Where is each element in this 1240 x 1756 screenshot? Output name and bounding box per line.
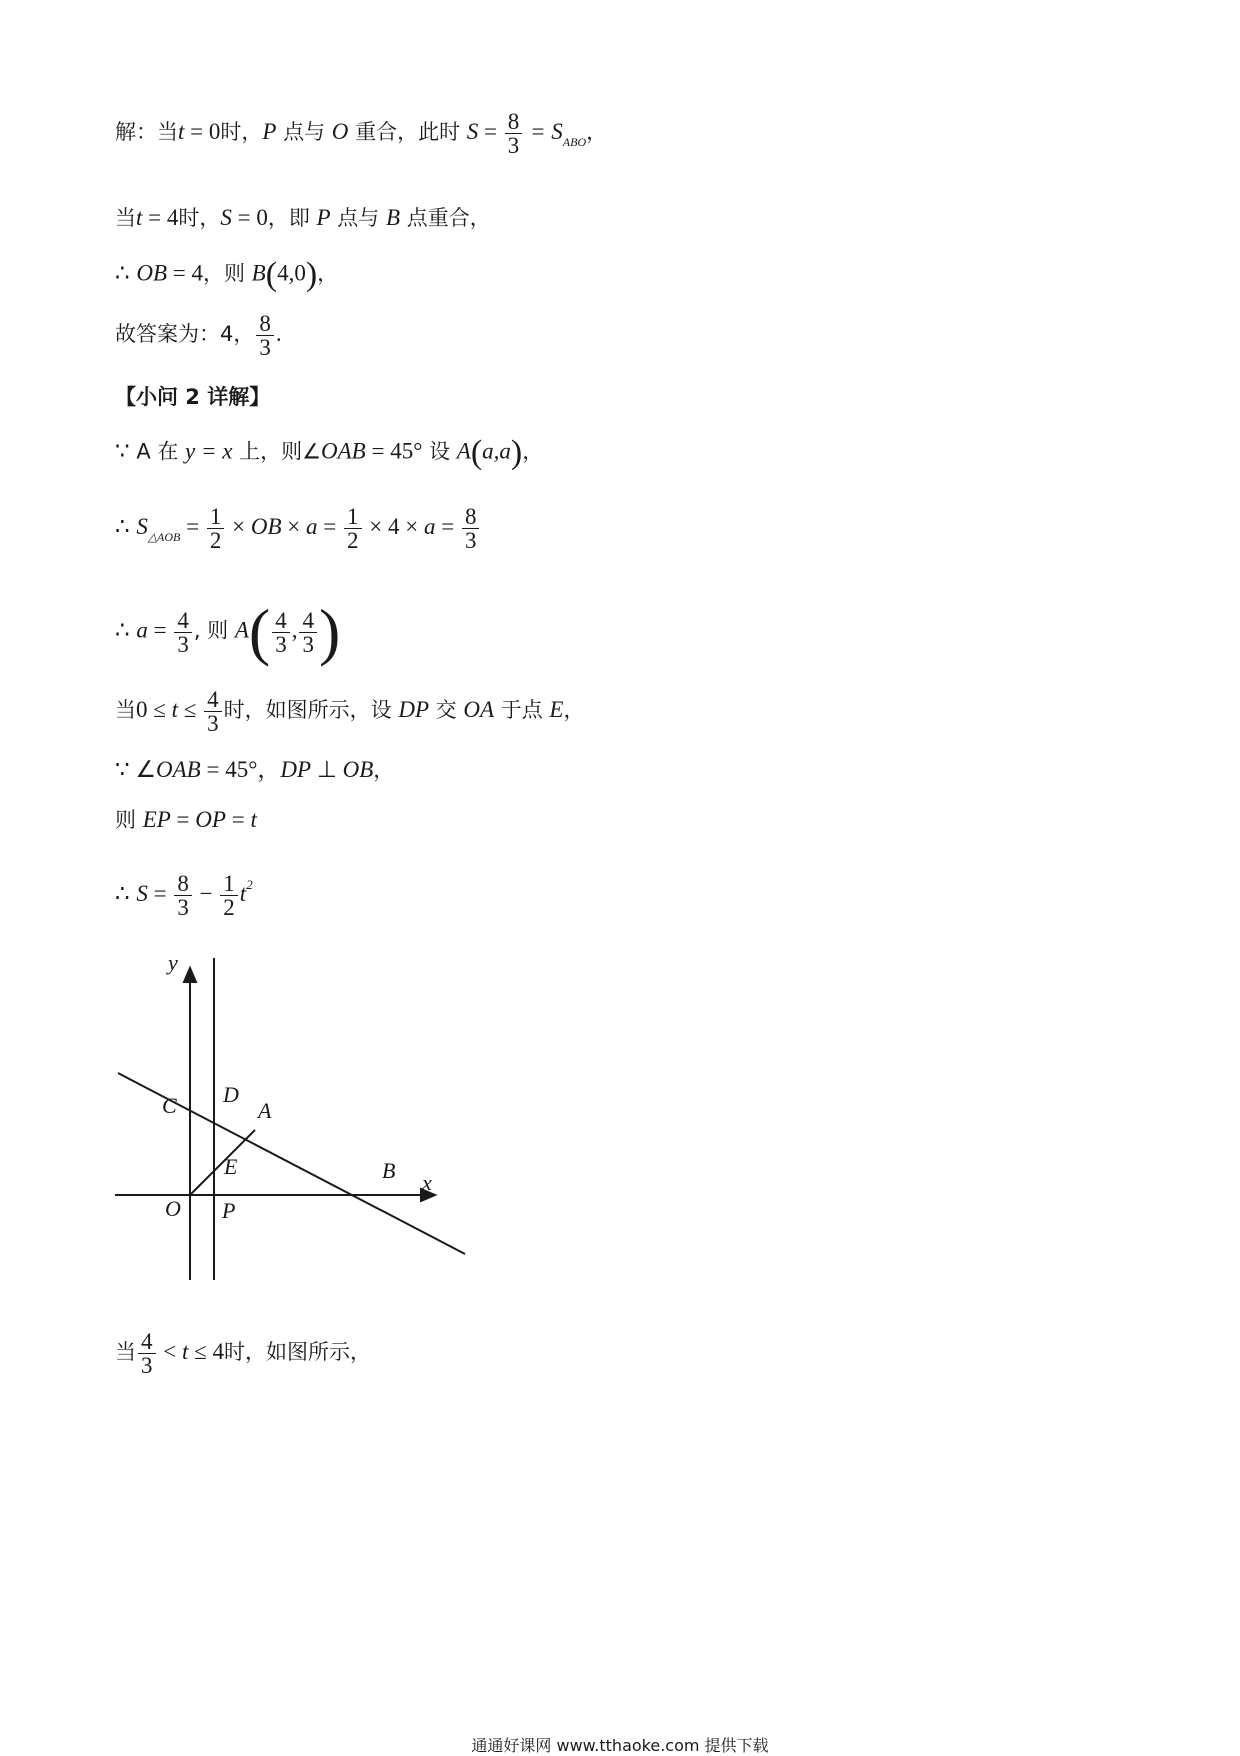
punct: ， [522, 439, 544, 464]
point-b: B [251, 260, 266, 286]
text: 当 [115, 206, 136, 230]
var-a: a [306, 514, 318, 539]
label-d: D [223, 1082, 239, 1107]
fraction [272, 609, 290, 656]
segment-oa [190, 1130, 255, 1195]
label-p: P [222, 1198, 236, 1223]
section-heading [115, 386, 270, 408]
subscript: ABO [562, 135, 587, 149]
denominator: 2 [207, 528, 225, 552]
var-s: S [136, 881, 148, 906]
text: , 则 [193, 618, 235, 643]
ineq: ≤ [178, 697, 203, 722]
degrees: = 45° [365, 438, 423, 464]
therefore-symbol: ∴ [115, 617, 130, 643]
therefore-symbol: ∴ [115, 260, 130, 286]
denominator: 3 [174, 632, 192, 656]
segment-op: OP [195, 807, 226, 832]
punct: ， [317, 261, 339, 286]
fraction [505, 110, 523, 157]
paren: ) [305, 256, 318, 293]
text: 设 [422, 439, 457, 464]
segment-ep: EP [142, 807, 171, 832]
solution-line-4 [115, 312, 282, 359]
solution-line-11 [115, 808, 257, 831]
times: × 4 × [363, 514, 424, 539]
text: ，即 [267, 206, 317, 230]
denominator: 2 [344, 528, 362, 552]
answer-text: 故答案为：4， [115, 322, 255, 346]
solution-line-8 [115, 596, 341, 667]
eq: = [225, 807, 251, 832]
eq: = [435, 514, 460, 539]
numerator: 4 [275, 607, 287, 633]
segment-ob: OB [136, 260, 167, 286]
ineq: 0 ≤ [136, 697, 172, 722]
solution-line-3 [115, 258, 338, 292]
denominator: 3 [138, 1353, 156, 1377]
denominator: 3 [462, 528, 480, 552]
denominator: 3 [204, 711, 222, 735]
numerator: 1 [347, 504, 359, 529]
paren: ) [510, 434, 523, 471]
solution-line-6 [115, 436, 543, 470]
degrees: = 45°， [200, 757, 281, 782]
comma: , [291, 617, 298, 643]
therefore-symbol: ∴ [115, 514, 130, 539]
ineq: < [157, 1339, 182, 1364]
label-y: y [168, 950, 178, 975]
var-a: a [423, 514, 436, 539]
label-c: C [162, 1093, 177, 1118]
paren: ( [265, 256, 278, 293]
denominator: 3 [174, 895, 192, 919]
coords: 4,0 [277, 260, 306, 286]
text: 时，如图所示， [224, 1340, 371, 1364]
var-t: t [239, 881, 247, 906]
eq: = [180, 514, 205, 539]
footer-text: 通通好课网 www.tthaoke.com 提供下载 [471, 1736, 769, 1755]
text: 上，则∠ [232, 439, 321, 464]
fraction [256, 312, 274, 359]
var-s: S [220, 205, 232, 230]
punct: ， [586, 120, 608, 144]
subscript: △AOB [147, 530, 181, 544]
segment-ob: OB [250, 514, 282, 539]
point-a: A [234, 617, 249, 643]
numerator: 8 [464, 504, 477, 529]
numerator: 8 [177, 871, 189, 896]
solution-line-13 [115, 1330, 371, 1377]
numerator: 4 [177, 607, 189, 633]
text: 时， [220, 120, 263, 144]
page-footer [0, 1733, 1240, 1756]
fraction [204, 688, 222, 735]
var-p: P [262, 119, 277, 144]
text: 则 [115, 808, 143, 832]
var-t: t [136, 205, 143, 230]
fraction [344, 505, 362, 552]
segment-dp: DP [398, 697, 429, 722]
point-e: E [549, 697, 564, 722]
fraction [299, 609, 317, 656]
label-x: x [422, 1170, 432, 1195]
solution-line-2 [115, 206, 491, 229]
text: 解：当 [115, 120, 178, 144]
numerator: 8 [259, 311, 271, 336]
angle: OAB [156, 757, 201, 782]
equation: y = x [185, 438, 233, 464]
eq: = [147, 617, 173, 643]
text: 重合，此时 [348, 120, 467, 144]
numerator: 4 [207, 687, 219, 712]
label-o: O [165, 1196, 181, 1221]
solution-line-7 [115, 505, 481, 552]
var-t: t [181, 1339, 189, 1364]
var-s: S [466, 119, 479, 144]
coordinate-figure [110, 950, 480, 1290]
fraction [207, 505, 225, 552]
y-axis-arrow [184, 968, 196, 982]
eq: = 0 [231, 205, 268, 230]
eq: = S [524, 119, 563, 144]
text: A 在 [129, 439, 186, 464]
label-e: E [224, 1154, 238, 1179]
text: 当 [115, 1340, 136, 1364]
eq: = 0 [184, 119, 221, 144]
segment-oa: OA [463, 697, 495, 722]
denominator: 3 [299, 632, 317, 656]
numerator: 4 [302, 607, 314, 633]
eq: = [317, 514, 342, 539]
var-t: t [178, 119, 185, 144]
therefore-symbol: ∴ [115, 881, 130, 906]
fraction [462, 505, 480, 552]
punct: ， [563, 698, 585, 722]
because-symbol: ∵ ∠ [115, 757, 157, 782]
text: 点重合， [400, 206, 491, 230]
solution-line-12 [115, 872, 253, 919]
text: 当 [115, 698, 136, 722]
solution-line-9 [115, 688, 584, 735]
text: 于点 [494, 698, 550, 722]
numerator: 8 [507, 109, 520, 134]
text: 时，如图所示，设 [223, 698, 399, 722]
fraction [220, 872, 238, 919]
coords: a,a [482, 438, 511, 464]
denominator: 3 [256, 335, 274, 359]
perp: ⊥ [311, 757, 343, 782]
var-b: B [385, 205, 401, 230]
exponent: 2 [246, 877, 253, 892]
numerator: 1 [223, 871, 235, 896]
fraction [174, 872, 192, 919]
text: 交 [429, 698, 464, 722]
eq: = 4 [142, 205, 179, 230]
text: 点与 [330, 206, 386, 230]
label-a: A [258, 1098, 272, 1123]
minus: − [193, 881, 219, 906]
heading-text: 【小问 2 详解】 [115, 385, 271, 409]
denominator: 3 [505, 133, 523, 157]
segment-dp: DP [280, 757, 312, 782]
var-s: S [136, 514, 148, 539]
eq: = [147, 881, 173, 906]
times: × [281, 514, 307, 539]
text: ，则 [202, 261, 252, 286]
numerator: 4 [141, 1329, 153, 1354]
segment-ob: OB [342, 757, 374, 782]
var-a: a [136, 617, 148, 643]
because-symbol: ∵ [115, 438, 130, 464]
text: 时， [178, 206, 221, 230]
ineq: ≤ 4 [188, 1339, 224, 1364]
angle: OAB [321, 438, 366, 464]
var-t: t [171, 697, 179, 722]
paren: ( [470, 434, 483, 471]
fraction [138, 1330, 156, 1377]
numerator: 1 [209, 504, 222, 529]
point-a: A [456, 438, 471, 464]
label-b: B [382, 1158, 396, 1183]
paren: ( [248, 596, 271, 667]
denominator: 2 [220, 895, 238, 919]
solution-line-1 [115, 110, 607, 157]
punct: . [275, 321, 282, 346]
var-p: P [316, 205, 331, 230]
var-t: t [250, 807, 257, 832]
eq: = 4 [167, 260, 203, 286]
solution-line-10 [115, 758, 394, 781]
paren: ) [318, 596, 341, 667]
punct: ， [373, 758, 395, 782]
text: 点与 [276, 120, 332, 144]
var-o: O [331, 119, 349, 144]
eq: = [170, 807, 196, 832]
fraction [174, 609, 192, 656]
denominator: 3 [272, 632, 290, 656]
eq: = [478, 119, 503, 144]
times: × [226, 514, 251, 539]
